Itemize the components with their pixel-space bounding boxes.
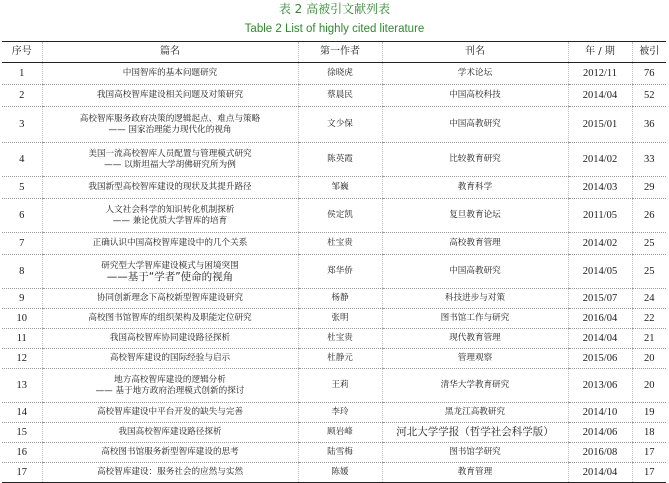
row-cites: 26	[632, 199, 666, 233]
row-cites: 17	[632, 443, 666, 463]
row-date: 2014/04	[568, 329, 632, 349]
row-author: 侯定凯	[298, 199, 382, 233]
row-date: 2011/05	[568, 199, 632, 233]
row-number: 8	[2, 255, 42, 289]
row-journal: 图书馆工作与研究	[382, 309, 568, 329]
row-title-main: 高校智库服务政府决策的逻辑起点、难点与策略	[79, 113, 261, 124]
row-title-subtitle: —— 兼论优质大学智库的培育	[112, 215, 228, 226]
row-cites: 24	[632, 289, 666, 309]
row-cites: 18	[632, 423, 666, 443]
row-number: 5	[2, 177, 42, 199]
row-date: 2014/04	[568, 85, 632, 107]
row-journal: 教育管理	[382, 463, 568, 483]
row-cites: 22	[632, 309, 666, 329]
row-title	[42, 107, 298, 143]
row-author: 杜宝贵	[298, 329, 382, 349]
row-date: 2015/06	[568, 349, 632, 369]
row-title-main: 中国智库的基本问题研究	[122, 68, 218, 78]
row-cites: 20	[632, 369, 666, 403]
row-journal: 比较教育研究	[382, 143, 568, 177]
row-journal: 管理观察	[382, 349, 568, 369]
row-number: 13	[2, 369, 42, 403]
row-number: 11	[2, 329, 42, 349]
header-cites: 被引	[632, 42, 666, 63]
row-journal: 中国高校科技	[382, 85, 568, 107]
row-title	[42, 309, 298, 329]
row-author: 郑华侨	[298, 255, 382, 289]
row-journal: 高校教育管理	[382, 233, 568, 255]
table-row	[2, 403, 666, 423]
row-cites: 25	[632, 255, 666, 289]
row-number: 2	[2, 85, 42, 107]
row-number: 6	[2, 199, 42, 233]
row-cites: 19	[632, 403, 666, 423]
row-author: 李玲	[298, 403, 382, 423]
row-number: 4	[2, 143, 42, 177]
row-title-main: 研究型大学智库建设模式与困境突围	[101, 260, 239, 271]
row-date: 2014/06	[568, 423, 632, 443]
table-caption-en: Table 2 List of highly cited literature	[244, 23, 425, 35]
header-date: 年 / 期	[568, 42, 632, 63]
row-date: 2014/03	[568, 177, 632, 199]
table-row	[2, 329, 666, 349]
row-date: 2012/11	[568, 63, 632, 85]
row-date: 2015/07	[568, 289, 632, 309]
row-cites: 33	[632, 143, 666, 177]
row-author: 杨静	[298, 289, 382, 309]
table-row	[2, 349, 666, 369]
table-row	[2, 443, 666, 463]
header-journal: 刊名	[382, 42, 568, 63]
header-author: 第一作者	[298, 42, 382, 63]
row-title	[42, 85, 298, 107]
row-date: 2014/10	[568, 403, 632, 423]
row-journal: 科技进步与对策	[382, 289, 568, 309]
row-title-main: 地方高校智库建设的逻辑分析	[114, 374, 226, 385]
row-title-main: 我国高校智库建设相关问题及对策研究	[96, 90, 244, 100]
table-row	[2, 463, 666, 483]
table-row	[2, 177, 666, 199]
row-journal: 图书馆学研究	[382, 443, 568, 463]
row-title	[42, 369, 298, 403]
row-title	[42, 423, 298, 443]
header-no: 序号	[2, 42, 42, 63]
row-title	[42, 233, 298, 255]
row-title	[42, 289, 298, 309]
row-cites: 17	[632, 463, 666, 483]
row-title-main: 我国高校智库协同建设路径探析	[109, 333, 231, 343]
row-title	[42, 143, 298, 177]
row-date: 2014/05	[568, 255, 632, 289]
row-journal: 复旦教育论坛	[382, 199, 568, 233]
header-title: 篇名	[42, 42, 298, 63]
row-author: 杜宝贵	[298, 233, 382, 255]
table-header-row	[2, 42, 666, 63]
table-row	[2, 309, 666, 329]
row-number: 9	[2, 289, 42, 309]
row-title	[42, 177, 298, 199]
row-author: 张明	[298, 309, 382, 329]
row-author: 陆雪梅	[298, 443, 382, 463]
row-title-main: 我国高校智库建设路径探析	[118, 427, 222, 437]
row-journal: 黑龙江高教研究	[382, 403, 568, 423]
row-title-main: 高校图书馆服务新型智库建设的思考	[101, 447, 239, 457]
row-date: 2016/04	[568, 309, 632, 329]
row-number: 12	[2, 349, 42, 369]
row-title-subtitle: —— 国家治理能力现代化的视角	[108, 124, 232, 135]
row-number: 16	[2, 443, 42, 463]
row-title-main: 我国新型高校智库建设的现状及其提升路径	[88, 182, 252, 192]
table-row	[2, 63, 666, 85]
row-title-main: 高校智库建设：服务社会的应然与实然	[96, 467, 244, 477]
row-date: 2016/08	[568, 443, 632, 463]
row-title	[42, 349, 298, 369]
row-title-subtitle: —— 以斯坦福大学胡佛研究所为例	[104, 159, 236, 170]
row-journal: 河北大学学报（哲学社会科学版）	[382, 423, 568, 443]
table-row	[2, 289, 666, 309]
row-journal: 中国高教研究	[382, 107, 568, 143]
row-author: 徐晓虎	[298, 63, 382, 85]
row-number: 15	[2, 423, 42, 443]
row-title-subtitle: —— 基于地方政府治理模式创新的探讨	[95, 385, 245, 396]
row-title-subtitle: ——基于“学者”使命的视角	[106, 270, 234, 283]
row-title	[42, 403, 298, 423]
row-journal: 现代教育管理	[382, 329, 568, 349]
row-journal: 教育科学	[382, 177, 568, 199]
row-author: 蔡晨民	[298, 85, 382, 107]
table-caption-zh: 表 2 高被引文献列表	[278, 2, 391, 16]
row-journal: 中国高教研究	[382, 255, 568, 289]
table-row	[2, 423, 666, 443]
table-row	[2, 107, 666, 143]
row-title	[42, 463, 298, 483]
row-title-main: 高校图书馆智库的组织架构及职能定位研究	[88, 313, 252, 323]
row-number: 1	[2, 63, 42, 85]
row-author: 陈媛	[298, 463, 382, 483]
row-cites: 21	[632, 329, 666, 349]
row-cites: 36	[632, 107, 666, 143]
row-author: 王莉	[298, 369, 382, 403]
row-title	[42, 443, 298, 463]
row-author: 杜静元	[298, 349, 382, 369]
row-number: 3	[2, 107, 42, 143]
row-title	[42, 199, 298, 233]
table-row	[2, 85, 666, 107]
row-date: 2014/02	[568, 233, 632, 255]
row-title-main: 美国一流高校智库人员配置与管理模式研究	[88, 148, 252, 159]
row-journal: 学术论坛	[382, 63, 568, 85]
row-number: 14	[2, 403, 42, 423]
table-row	[2, 233, 666, 255]
row-date: 2013/06	[568, 369, 632, 403]
row-date: 2015/01	[568, 107, 632, 143]
row-date: 2014/04	[568, 463, 632, 483]
row-number: 17	[16, 467, 27, 478]
row-cites: 20	[632, 349, 666, 369]
row-cites: 29	[632, 177, 666, 199]
row-title	[42, 63, 298, 85]
table-row	[2, 199, 666, 233]
row-number: 10	[2, 309, 42, 329]
row-title-main: 正确认识中国高校智库建设中的几个关系	[92, 238, 248, 248]
row-title-main: 高校智库建设中平台开发的缺失与完善	[96, 407, 244, 417]
row-title-main: 人文社会科学的知识转化机制探析	[105, 204, 235, 215]
citation-table	[2, 41, 666, 483]
row-title	[42, 255, 298, 289]
row-journal: 清华大学教育研究	[382, 369, 568, 403]
row-cites: 52	[632, 85, 666, 107]
row-author: 陈英霞	[298, 143, 382, 177]
row-cites: 25	[632, 233, 666, 255]
row-number: 7	[2, 233, 42, 255]
row-title-main: 高校智库建设的国际经验与启示	[109, 353, 231, 363]
row-date: 2014/02	[568, 143, 632, 177]
row-title-main: 协同创新理念下高校新型智库建设研究	[96, 293, 244, 303]
row-author: 文少保	[298, 107, 382, 143]
row-author: 顾岩峰	[298, 423, 382, 443]
table-row	[2, 255, 666, 289]
table-row	[2, 143, 666, 177]
row-cites: 76	[632, 63, 666, 85]
table-row	[2, 369, 666, 403]
row-title	[42, 329, 298, 349]
row-author: 邹巍	[298, 177, 382, 199]
